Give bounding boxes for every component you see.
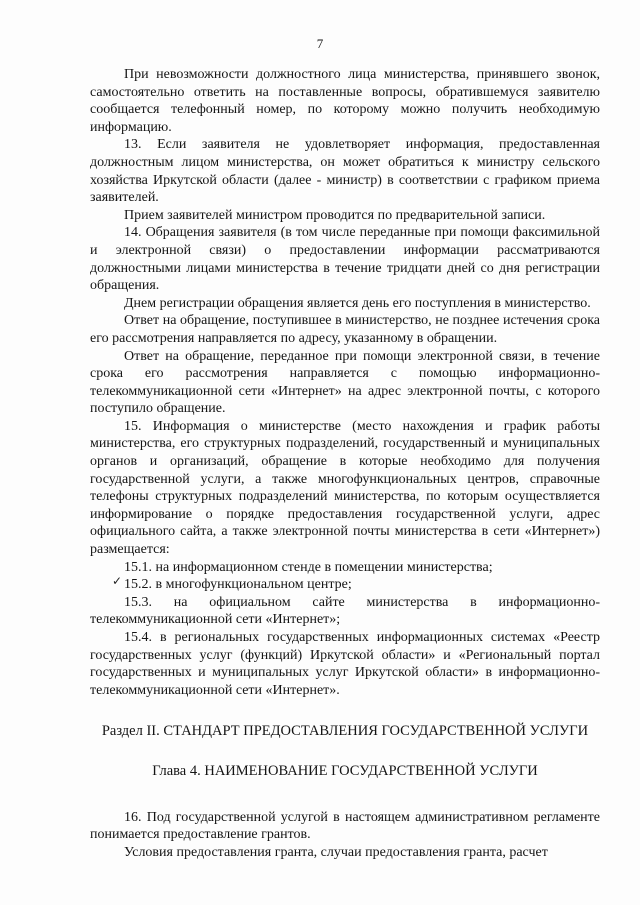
paragraph-grant-conditions: Условия предоставления гранта, случаи предоставления гранта, расчет bbox=[124, 844, 548, 860]
paragraph-14: 14. Обращения заявителя (в том числе переданные при помощи факсимильной и электронной связи) о предоставлении информации рассматриваются должностными лицами министерства в течение тридцати дней со дня регистрации обращения. bbox=[90, 225, 600, 294]
paragraph-appointment: Прием заявителей министром проводится по предварительной записи. bbox=[124, 207, 546, 223]
paragraph-reply-by-post: Ответ на обращение, поступившее в министерство, не позднее истечения срока его рассмотрения направляется по адресу, указанному в обращении. bbox=[90, 313, 600, 346]
paragraph-reply-by-email: Ответ на обращение, переданное при помощи электронной связи, в течение срока его рассмотрения направляется с помощью информационно-телекоммуникационной сети «Интернет» на адрес электронной почты, с которого поступило обращение. bbox=[90, 348, 600, 417]
paragraph-15-2: 15.2. в многофункциональном центре; bbox=[124, 577, 352, 593]
document-body bbox=[90, 66, 600, 861]
page-number: 7 bbox=[316, 36, 324, 51]
scan-mark: ✓ bbox=[112, 574, 123, 588]
section-heading: Раздел II. СТАНДАРТ ПРЕДОСТАВЛЕНИЯ ГОСУДАРСТВЕННОЙ УСЛУГИ bbox=[101, 723, 589, 740]
paragraph-13: 13. Если заявителя не удовлетворяет информация, предоставленная должностным лицом министерства, он может обратиться к министру сельского хозяйства Иркутской области (далее - министр) в соответствии с графиком приема заявителей. bbox=[90, 137, 600, 206]
paragraph-15-1: 15.1. на информационном стенде в помещении министерства; bbox=[124, 559, 493, 575]
paragraph-15-4: 15.4. в региональных государственных информационных системах «Реестр государственных услуг (функций) Иркутской области» и «Региональный портал государственных и муниципальных услуг Иркутской области» в информационно-телекоммуникационной сети «Интернет». bbox=[90, 630, 600, 698]
paragraph-15: 15. Информация о министерстве (место нахождения и график работы министерства, его структурных подразделений, государственный и муниципальных органов и организаций, обращение в которые необходимо для получения государственной услуги, а также многофункциональных центров, справочные телефоны структурных подразделений министерства, по которым осуществляется информирование о порядке предоставления государственной услуги, адрес официального сайта, а также электронной почты министерства в сети «Интернет») размещается: bbox=[90, 418, 600, 558]
paragraph-registration-day: Днем регистрации обращения является день его поступления в министерство. bbox=[124, 295, 591, 311]
chapter-heading: Глава 4. НАИМЕНОВАНИЕ ГОСУДАРСТВЕННОЙ УСЛУГИ bbox=[152, 762, 538, 779]
paragraph-staff-unable-to-answer: При невозможности должностного лица министерства, принявшего звонок, самостоятельно ответить на поставленные вопросы, обратившемуся заявителю сообщается телефонный номер, по которому можно получить необходимую информацию. bbox=[90, 67, 600, 135]
paragraph-16: 16. Под государственной услугой в настоящем административном регламенте понимается предоставление грантов. bbox=[90, 809, 600, 843]
paragraph-15-3: 15.3. на официальном сайте министерства в информационно-телекоммуникационной сети «Интернет»; bbox=[90, 594, 600, 628]
